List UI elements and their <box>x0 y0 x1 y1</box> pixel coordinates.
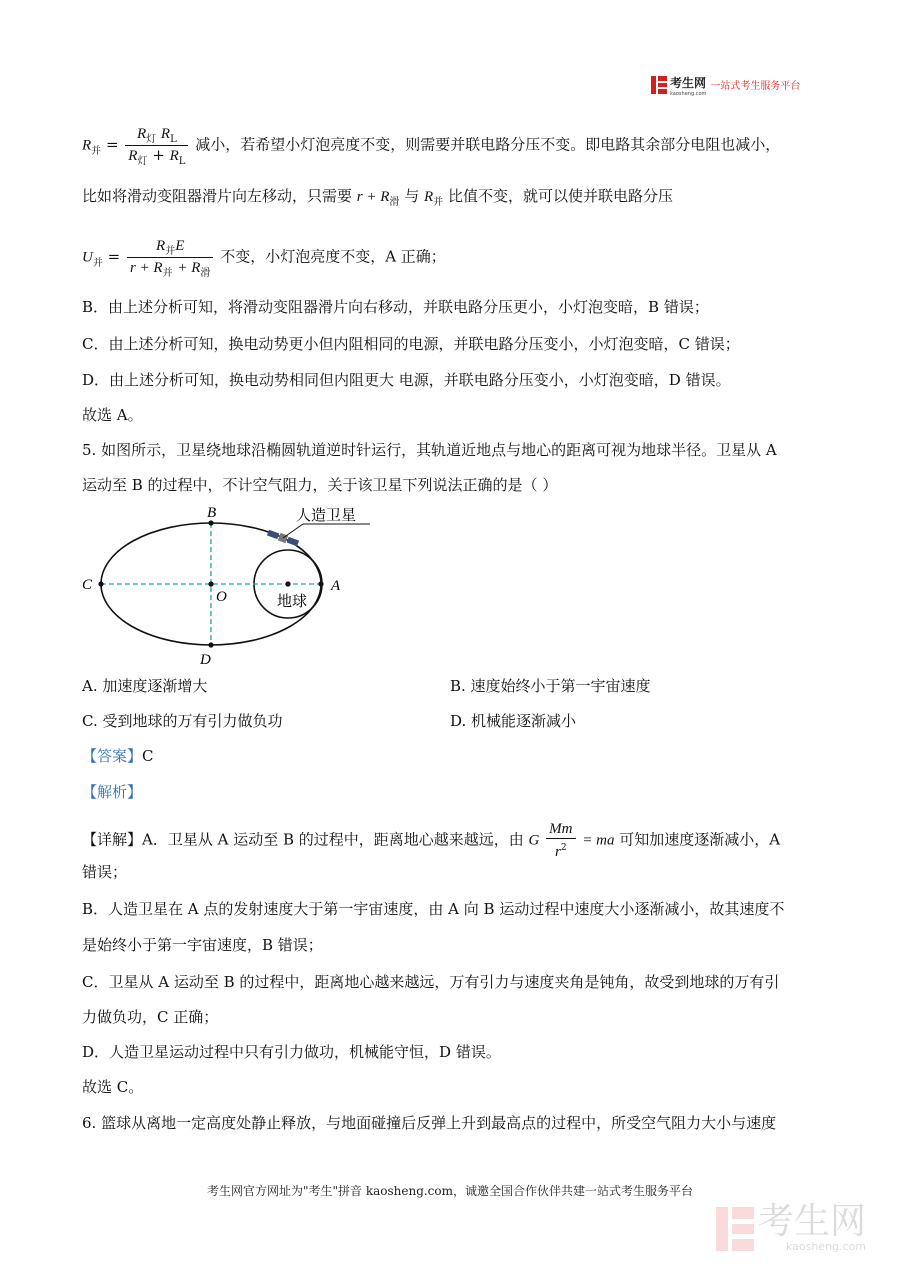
watermark-name: 考生网 <box>758 1201 867 1242</box>
eq1-text: 减小，若希望小灯泡亮度不变，则需要并联电路分压不变。即电路其余部分电阻也减小， <box>195 135 781 154</box>
option-c[interactable]: C. 受到地球的万有引力做负功 <box>82 712 283 730</box>
label-a: A <box>331 578 341 594</box>
eq1-den-b: R <box>169 148 179 164</box>
label-c: C <box>82 577 93 593</box>
analysis-heading <box>82 782 142 802</box>
earth-label: 地球 <box>277 592 308 610</box>
eq2-fraction <box>127 236 213 279</box>
eq2-equals: = <box>107 247 125 266</box>
detail-line-3: B．人造卫星在 A 点的发射速度大于第一宇宙速度，由 A 向 B 运动过程中速度大小逐渐减小，故其速度不 <box>82 900 785 918</box>
eq1-plus: + <box>152 146 165 164</box>
answer-label: 【答案】 <box>82 747 143 765</box>
option-b[interactable]: B. 速度始终小于第一宇宙速度 <box>450 677 651 695</box>
answer-value: C <box>142 747 154 765</box>
paragraph-line-2 <box>82 186 673 209</box>
point-a <box>318 581 323 586</box>
detail-line-4: 是始终小于第一宇宙速度，B 错误； <box>82 936 323 954</box>
eq2-num-r: R <box>156 238 166 254</box>
point-c <box>98 581 103 586</box>
point-earth-center <box>285 581 290 586</box>
detail-fraction-num: Mm <box>546 820 575 839</box>
watermark <box>716 1201 867 1253</box>
eq1-den-a: R <box>128 148 138 164</box>
eq2-text: 不变，小灯泡亮度不变，A 正确； <box>220 247 446 266</box>
detail-line-5: C．卫星从 A 运动至 B 的过程中，距离地心越来越远，万有引力与速度夹角是钝角，故受到地球的万有引 <box>82 973 780 991</box>
page-footer: 考生网官方网址为"考生"拼音 kaosheng.com，诚邀全国合作伙伴共建一站式考生服务平台 <box>206 1184 694 1198</box>
eq1-num-b: R <box>160 126 171 142</box>
line2-text-3: 比值不变，就可以使并联电路分压 <box>447 187 673 205</box>
eq1-lhs: R <box>82 137 92 154</box>
satellite-label: 人造卫星 <box>296 506 357 524</box>
detail-line-1 <box>82 820 780 861</box>
eq1-num-a-sub: 灯 <box>146 134 157 145</box>
question-6-line-1: 6. 篮球从离地一定高度处静止释放，与地面碰撞后反弹上升到最高点的过程中，所受空气阻力大小与速度 <box>82 1114 777 1132</box>
eq2-num-sub: 并 <box>165 246 176 257</box>
logo-icon <box>651 76 667 94</box>
detail-g: G <box>528 832 540 849</box>
detail-fraction <box>546 820 575 861</box>
detail-line-6: 力做负功，C 正确； <box>82 1008 219 1026</box>
eq2-den-r: r + R <box>129 260 163 276</box>
option-d-analysis: D．由上述分析可知，换电动势相同但内阻更大 电源，并联电路分压变小，小灯泡变暗，D 错误。 <box>82 371 731 389</box>
eq1-num-b-sub: L <box>170 134 177 145</box>
satellite-pointer <box>283 524 303 538</box>
analysis-label: 【解析】 <box>82 783 143 801</box>
eq2-den-sub1: 并 <box>162 268 173 279</box>
previous-answer-choice: 故选 A。 <box>82 406 143 424</box>
orbit-figure <box>76 500 386 672</box>
answer-line <box>82 746 154 766</box>
detail-fraction-den: r <box>555 844 561 860</box>
detail-eq: = ma <box>582 832 615 849</box>
line2-expr-sub: 滑 <box>389 197 400 208</box>
logo-name: 考生网 <box>670 76 707 90</box>
line2-r: R <box>424 189 434 205</box>
detail-line-2: 错误； <box>82 863 128 881</box>
option-a[interactable]: A. 加速度逐渐增大 <box>82 677 208 695</box>
detail-l1-text-a: 【详解】A．卫星从 A 运动至 B 的过程中，距离地心越来越远，由 <box>82 830 524 849</box>
label-o: O <box>216 589 227 605</box>
detail-l1-text-b: 可知加速度逐渐减小，A <box>619 830 781 849</box>
option-c-analysis: C．由上述分析可知，换电动势更小但内阻相同的电源，并联电路分压变小，小灯泡变暗，C 错误； <box>82 335 740 353</box>
label-b: B <box>207 505 217 521</box>
option-b-analysis: B．由上述分析可知，将滑动变阻器滑片向右移动，并联电路分压更小，小灯泡变暗，B 错误； <box>82 298 709 316</box>
point-d <box>208 642 213 647</box>
eq1-equals: = <box>105 135 124 154</box>
line2-expr: r + R <box>356 189 390 205</box>
option-d[interactable]: D. 机械能逐渐减小 <box>450 712 577 730</box>
question-5-line-2: 运动至 B 的过程中，不计空气阻力，关于该卫星下列说法正确的是（ ） <box>82 476 558 494</box>
watermark-domain: kaosheng.com <box>785 1240 867 1253</box>
point-o <box>208 581 213 586</box>
eq1-den-a-sub: 灯 <box>137 156 148 167</box>
logo-domain: kaosheng.com <box>670 91 707 97</box>
eq2-den-sub2: 滑 <box>200 268 211 279</box>
logo-slogan: 一站式考生服务平台 <box>710 81 801 92</box>
eq2-den-plus: + R <box>177 260 201 276</box>
eq1-lhs-sub: 并 <box>91 145 102 157</box>
line2-r-sub: 并 <box>433 197 444 208</box>
equation-voltage <box>82 236 446 279</box>
detail-line-7: D．人造卫星运动过程中只有引力做功，机械能守恒，D 错误。 <box>82 1043 501 1061</box>
eq2-lhs-sub: 并 <box>92 257 103 269</box>
question-5-line-1: 5. 如图所示，卫星绕地球沿椭圆轨道逆时针运行，其轨道近地点与地心的距离可视为地球半径。卫星从 A <box>82 441 777 459</box>
header-logo[interactable] <box>651 72 800 97</box>
line2-text-1: 比如将滑动变阻器滑片向左移动，只需要 <box>82 187 353 205</box>
label-d: D <box>200 652 211 668</box>
eq1-den-b-sub: L <box>178 156 186 167</box>
point-b <box>208 520 213 525</box>
eq1-num-a: R <box>136 126 147 142</box>
detail-line-8: 故选 C。 <box>82 1078 144 1096</box>
detail-fraction-exp: 2 <box>560 843 567 853</box>
line2-text-2: 与 <box>404 187 420 205</box>
watermark-logo-icon <box>716 1207 754 1251</box>
eq2-num-e: E <box>175 238 185 254</box>
eq2-lhs: U <box>82 249 93 266</box>
eq1-fraction <box>125 124 188 167</box>
equation-parallel-resistance <box>82 124 780 167</box>
